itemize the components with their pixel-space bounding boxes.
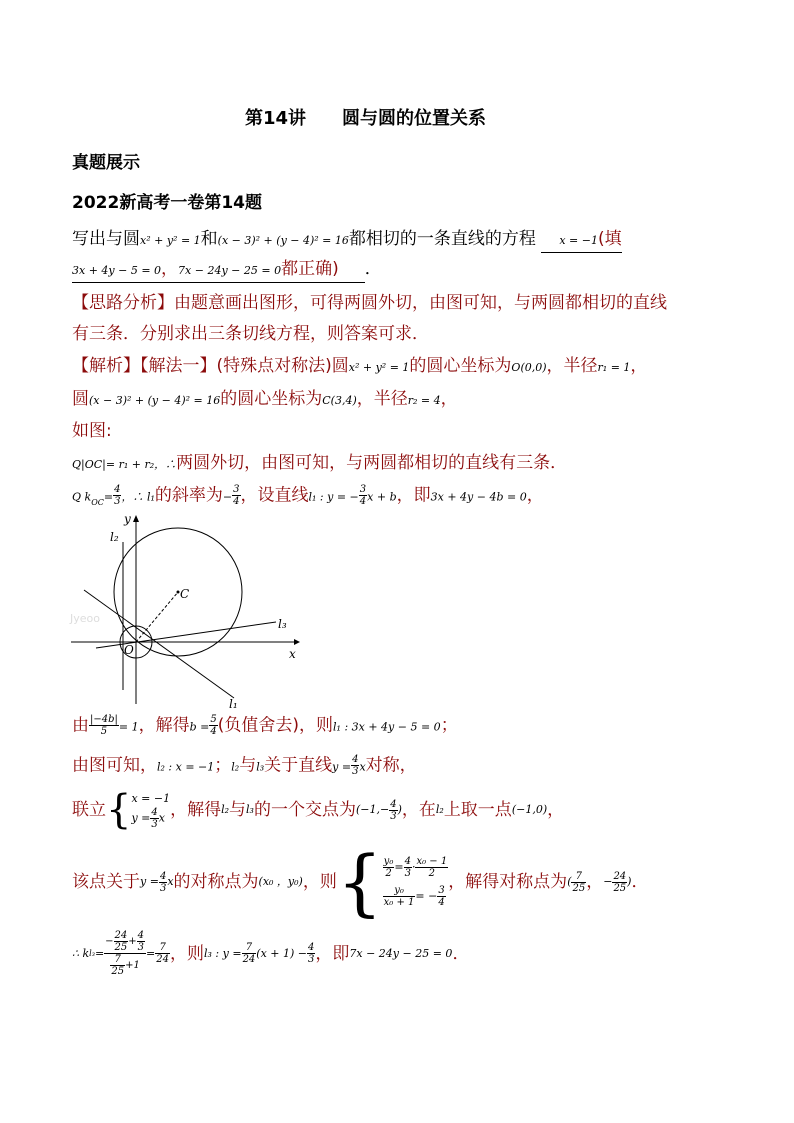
solution-text: 与 xyxy=(229,800,247,820)
label-y: y xyxy=(124,512,131,526)
math: 7x − 24y − 25 = 0 xyxy=(349,946,453,960)
fraction: $\frac{4}{3}$ xyxy=(159,870,167,894)
math: ∴ k xyxy=(72,946,90,960)
solution-line-9 xyxy=(72,840,649,924)
answer-blank xyxy=(541,228,621,253)
solution-text: ， xyxy=(526,485,544,506)
math: x² + y² = 1 xyxy=(348,361,410,374)
complex-fraction xyxy=(104,930,146,977)
label-l2: l₂ xyxy=(110,530,119,544)
solution-text: 的圆心坐标为 xyxy=(220,389,323,409)
line-l1 xyxy=(84,590,234,698)
math: (−1,− xyxy=(355,803,390,816)
solution-text: 联立 xyxy=(72,800,106,820)
math: l₃ xyxy=(256,760,265,774)
solution-text: 与 xyxy=(239,755,257,776)
problem-source: 2022新高考一卷第14题 xyxy=(72,193,262,213)
x-axis-arrow xyxy=(294,639,300,645)
solution-text: 上取一点 xyxy=(443,800,512,820)
math: ) xyxy=(627,875,632,888)
system-row-1: x = −1 xyxy=(131,791,171,805)
math: = xyxy=(94,946,105,960)
problem-text: 都相切的一条直线的方程 xyxy=(348,229,536,249)
equation-system xyxy=(131,791,170,830)
problem-text: 和 xyxy=(200,229,218,249)
solution-text: 两圆外切，由图可知，与两圆都相切的直线有三条． xyxy=(176,453,568,473)
fraction: $\frac{4}{3}$ xyxy=(114,484,121,507)
math: y = xyxy=(140,875,159,888)
solution-text: ， xyxy=(547,800,565,820)
label-c: C xyxy=(180,587,190,601)
math: ) xyxy=(397,803,402,816)
solution-text: ， xyxy=(440,389,458,409)
tangent-circles-figure xyxy=(66,512,316,712)
section-heading: 真题展示 xyxy=(72,153,140,173)
equation-system-2 xyxy=(383,856,449,908)
math: = xyxy=(146,946,156,960)
fraction: $\frac{5}{4}$ xyxy=(210,714,217,737)
math: ，∴ xyxy=(154,458,177,471)
fraction: $\frac{7}{24}$ xyxy=(242,942,256,965)
answer-note-tail: 都正确) xyxy=(281,259,339,279)
math-subscript: l₃ xyxy=(89,948,95,958)
y-axis-arrow xyxy=(133,515,139,522)
math: (x₀ ，y₀) xyxy=(258,875,303,888)
problem-line-1 xyxy=(72,228,622,253)
solution-text: ，半径 xyxy=(356,389,408,409)
solution-text: 对称， xyxy=(365,755,417,776)
solution-line-2 xyxy=(72,388,458,412)
math: (x − 3)² + (y − 4)² = 16 xyxy=(89,394,221,407)
math: b = xyxy=(189,720,210,734)
label-origin: O xyxy=(124,643,134,657)
solution-text: ； xyxy=(440,715,458,736)
math: Q|OC|= r₁ + r₂ xyxy=(72,458,155,471)
math: 3x + 4y − 4b = 0 xyxy=(430,490,527,504)
analysis-line-2: 有三条．分别求出三条切线方程，则答案可求． xyxy=(72,324,429,344)
center-line xyxy=(136,592,178,642)
solution-text: ，解得 xyxy=(138,715,190,736)
page-title: 第14讲 圆与圆的位置关系 xyxy=(245,108,487,129)
answer-note: (填 xyxy=(597,229,622,249)
solution-text: ，解得 xyxy=(170,800,222,820)
math: l₂ xyxy=(231,760,240,774)
math: (−1,0) xyxy=(511,803,548,816)
fraction: $\frac{|-4b|}{5}$ xyxy=(90,714,118,737)
solution-text: ，设直线 xyxy=(240,485,309,506)
solution-text: ； xyxy=(214,755,232,776)
solution-text: 的一个交点为 xyxy=(253,800,356,820)
math: ( xyxy=(567,875,572,888)
solution-text: ，即 xyxy=(396,485,431,506)
math: l₃ xyxy=(246,803,254,816)
solution-text: 该点关于 xyxy=(72,872,140,892)
solution-text: ，解得对称点为 xyxy=(448,872,568,892)
math: y = xyxy=(332,760,352,774)
problem-line-2 xyxy=(72,258,382,283)
solution-text: 的圆心坐标为 xyxy=(409,356,512,376)
system-brace: { xyxy=(106,787,132,833)
solution-line-6 xyxy=(72,714,458,739)
system2-row-2: $\frac{\text{y₀}}{\text{x₀ + 1}}$ = − $\frac{3}{4}$ xyxy=(383,885,445,908)
label-l3: l₃ xyxy=(278,617,287,631)
solution-text: 由 xyxy=(72,715,89,736)
fraction: $\frac{3}{4}$ xyxy=(233,484,240,507)
solution-text: ， xyxy=(630,356,648,376)
fraction: $\frac{3}{4}$ xyxy=(359,484,367,507)
solution-text: ，则 xyxy=(302,872,337,892)
math: x + b xyxy=(367,490,397,504)
math: O(0,0) xyxy=(511,361,547,374)
math: l₁ : y = − xyxy=(308,490,359,504)
answer-sep: ， xyxy=(161,259,179,279)
circle1-equation: x² + y² = 1 xyxy=(140,234,201,247)
solution-line-10 xyxy=(72,930,469,977)
fraction: $\frac{7}{25}$ xyxy=(572,870,586,894)
math: r₁ = 1 xyxy=(597,361,631,374)
math: x xyxy=(359,760,366,774)
solution-text: ，在 xyxy=(401,800,436,820)
math: C(3,4) xyxy=(322,394,357,407)
solution-text: ，则 xyxy=(170,943,204,964)
math: r₂ = 4 xyxy=(407,394,441,407)
system2-row-1: $\frac{\text{y₀}}{2}$ = $\frac{4}{3}$ · $\frac{\text{x₀ − 1}}{2}$ xyxy=(383,856,448,879)
solution-text: (负值舍去) xyxy=(217,715,300,736)
math: l₂ : x = −1 xyxy=(157,760,215,774)
math: l₂ xyxy=(221,803,230,816)
answer-2: 3x + 4y − 5 = 0 xyxy=(72,264,162,277)
problem-text: 写出与圆 xyxy=(72,229,140,249)
answer-3: 7x − 24y − 25 = 0 xyxy=(178,264,282,277)
period: ． xyxy=(364,259,382,279)
math: = xyxy=(103,490,114,504)
solution-text: ，则 xyxy=(299,715,334,736)
solution-text: 圆 xyxy=(72,389,89,409)
solution-text: ． xyxy=(452,943,470,964)
solution-text: ， xyxy=(586,872,604,892)
math-subscript: OC xyxy=(91,497,104,507)
fraction: $\frac{4}{3}$ xyxy=(352,754,359,777)
fraction: $\frac{7}{24}$ xyxy=(156,942,169,965)
math: l₁ : 3x + 4y − 5 = 0 xyxy=(333,720,441,734)
fraction: $\frac{4}{3}$ xyxy=(390,798,397,822)
solution-text: ． xyxy=(631,872,649,892)
answer-blank-cont xyxy=(72,258,365,283)
math: (x + 1) − xyxy=(256,946,308,960)
analysis-line-1: 【思路分析】由题意画出图形，可得两圆外切，由图可知，与两圆都相切的直线 xyxy=(72,293,667,313)
solution-line-8 xyxy=(72,787,565,833)
complex-numerator: − $\frac{24}{25}$ + $\frac{4}{3}$ xyxy=(105,930,145,953)
math: − xyxy=(222,490,233,504)
label-x: x xyxy=(289,647,296,661)
solution-text: 的对称点为 xyxy=(173,872,259,892)
math: l₂ xyxy=(435,803,444,816)
solution-line-4 xyxy=(72,452,567,476)
label-l1: l₁ xyxy=(229,697,238,711)
circle2-equation: (x − 3)² + (y − 4)² = 16 xyxy=(217,234,349,247)
math: ，∴ l₁ xyxy=(121,490,155,504)
math: = 1 xyxy=(118,720,139,734)
math: l₃ : y = xyxy=(204,946,242,960)
solution-text: 由图可知， xyxy=(72,755,157,776)
solution-text: ，半径 xyxy=(546,356,598,376)
math: − xyxy=(603,875,613,888)
solution-line-5 xyxy=(72,484,544,514)
complex-denominator: $\frac{7}{25}$ +1 xyxy=(111,954,140,977)
solution-text: 的斜率为 xyxy=(154,485,223,506)
solution-text: 关于直线 xyxy=(264,755,333,776)
watermark: Jyeoo xyxy=(70,612,100,625)
solution-line-1 xyxy=(72,355,647,379)
answer-1: x = −1 xyxy=(559,234,598,247)
solution-text: ，即 xyxy=(315,943,350,964)
solution-line-3: 如图: xyxy=(72,421,112,441)
solution-line-7 xyxy=(72,754,417,779)
system-brace-2: { xyxy=(336,840,383,924)
fraction: $\frac{4}{3}$ xyxy=(308,942,315,965)
math: Q k xyxy=(72,490,92,504)
solution-text: 【解析】【解法一】(特殊点对称法)圆 xyxy=(72,356,349,376)
fraction: $\frac{24}{25}$ xyxy=(613,870,627,894)
math: x xyxy=(167,875,174,888)
system-row-2: y = $\frac{4}{3}$ x xyxy=(131,806,165,830)
